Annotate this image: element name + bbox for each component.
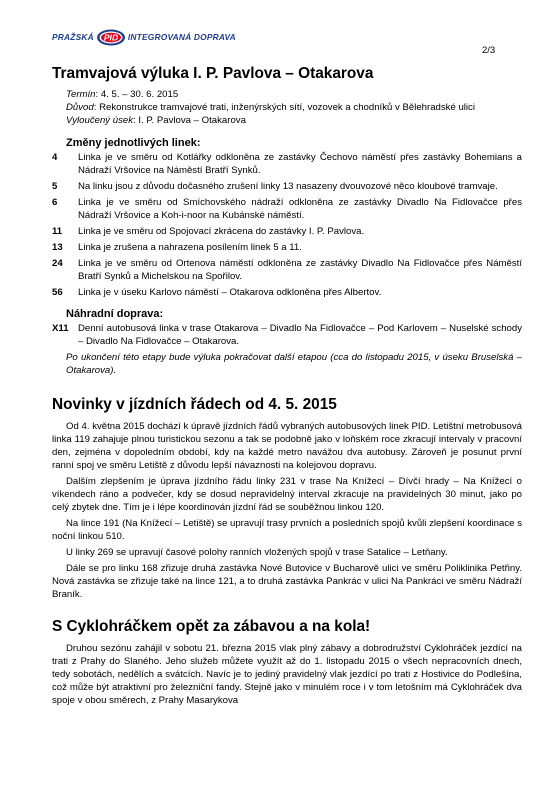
novinky-paragraph: Od 4. května 2015 dochází k úpravě jízdních řádů vybraných autobusových linek PID. Letištní metrobusová linka 119 zahajuje plnou turistickou sezonu a tak se podobně jako v loňském roce zkracují intervaly v pracovní den, zejména v dopoledním období, kdy na každé metro navážou dva autobusy. Zároveň je posunut první ranní spoj ve směru Letiště z důvodu lepší návaznosti na kolejovou dopravu. [52, 421, 522, 471]
line-number: 5 [52, 181, 58, 192]
line-changes-list [52, 151, 522, 299]
line-number: 11 [52, 226, 63, 237]
novinky-paragraph: Dále se pro linku 168 zřizuje druhá zastávka Nové Butovice v Bucharově ulici ve směru Poliklinika Petřiny. Nová zastávka se zřizuje také na lince 121, a to druhá zastávka Pankrác v ulici Na Pankráci ve směru Nádraží Braník. [52, 563, 522, 600]
line-change-text: Linka je zrušena a nahrazena posílením linek 5 a 11. [78, 242, 302, 253]
meta-termin: Termín: 4. 5. – 30. 6. 2015 [66, 89, 179, 100]
line-change-item [52, 241, 522, 254]
replacement-line-text: Denní autobusová linka v trase Otakarova – Divadlo Na Fidlovačce – Pod Karlovem – Nuselské schody – Divadlo Na Fidlovačce – Otakarova. [78, 323, 522, 347]
line-change-text: Linka je ve směru od Ortenova náměstí odkloněna ze zastávky Divadlo Na Fidlovačce přes Náměstí Bratří Synků a Michelskou na Spořilov. [78, 258, 522, 282]
novinky-paragraph: U linky 269 se upravují časové polohy ranních vložených spojů v trase Satalice – Letňany. [66, 547, 448, 558]
line-change-text: Linka je ve směru od Smíchovského nádraží odkloněna ze zastávky Divadlo Na Fidlovačce přes Nádraží Vršovice a Koh-i-noor na Kubánské náměstí. [78, 197, 522, 221]
line-number: 13 [52, 242, 63, 253]
section-title-vyluka: Tramvajová výluka I. P. Pavlova – Otakarova [52, 65, 374, 82]
pid-badge-text: PID [103, 32, 119, 43]
section-title-novinky: Novinky v jízdních řádech od 4. 5. 2015 [52, 396, 337, 413]
zmeny-heading: Změny jednotlivých linek: [66, 137, 201, 149]
line-change-text: Linka je v úseku Karlovo náměstí – Otakarova odkloněna přes Albertov. [78, 287, 382, 298]
vyluka-meta [52, 88, 522, 127]
line-change-item [52, 196, 522, 222]
line-number: 6 [52, 197, 58, 208]
section-title-cyklohracek: S Cyklohráčkem opět za zábavou a na kola! [52, 618, 371, 635]
novinky-paragraph: Na lince 191 (Na Knížecí – Letiště) se upravují trasy prvních a posledních spojů kvůli zlepšení koordinace s noční linkou 510. [52, 518, 522, 542]
meta-duvod: Důvod: Rekonstrukce tramvajové trati, inženýrských sítí, vozovek a chodníků v Bělehradské ulici [66, 102, 475, 113]
line-change-item [52, 286, 522, 299]
line-change-item [52, 257, 522, 283]
line-change-item [52, 151, 522, 177]
replacement-line-item [52, 322, 522, 348]
line-change-item [52, 225, 522, 238]
page-content [52, 64, 522, 707]
page-number: 2/3 [482, 45, 496, 56]
novinky-paragraph: Dalším zlepšením je úprava jízdního řádu linky 231 v trase Na Knížecí – Dívčí hrady – Na Knížecí o víkendech ráno a podvečer, kdy se dosud nepravidelný interval zkracuje na pravidelných 30 minut, jako po celý zbytek dne. Tím je i lépe koordinován jízdní řád se souběžnou linkou 120. [52, 476, 522, 513]
line-change-text: Linka je ve směru od Spojovací zkrácena do zastávky I. P. Pavlova. [78, 226, 365, 237]
line-change-item [52, 180, 522, 193]
line-number: X11 [52, 323, 69, 334]
vyluka-note: Po ukončení této etapy bude výluka pokračovat další etapou (cca do listopadu 2015, v úseku Bruselská – Otakarova). [66, 352, 522, 376]
line-number: 4 [52, 152, 58, 163]
line-number: 56 [52, 287, 63, 298]
line-number: 24 [52, 258, 63, 269]
pid-badge-icon [96, 29, 126, 46]
logo-text-right: INTEGROVANÁ DOPRAVA [127, 31, 236, 42]
logo-text-left: PRAŽSKÁ [52, 31, 94, 42]
pid-logo [52, 28, 236, 46]
nahradni-heading: Náhradní doprava: [66, 308, 164, 320]
cyklohracek-paragraph: Druhou sezónu zahájil v sobotu 21. března 2015 vlak plný zábavy a dobrodružství Cyklohráček jezdící na trati z Prahy do Slaného. Jeho služeb můžete využít až do 1. listopadu 2015 o všech nepracovních dnech, tedy sobotách, nedělích a svátcích. Navíc je to jediný pravidelný vlak jezdící po trati z Hostivice do Podlešína, což může být atraktivní pro železniční fandy. Stejně jako v minulém roce i v tom letošním má Cyklohráček dva spoje v obou směrech, z Prahy Masarykova [52, 643, 522, 706]
line-change-text: Na linku jsou z důvodu dočasného zrušení linky 13 nasazeny dvouvozové něco kloubové tramvaje. [78, 181, 498, 192]
line-change-text: Linka je ve směru od Kotlářky odkloněna ze zastávky Čechovo náměstí přes zastávky Bohemians a Nádraží Vršovice na Náměstí Bratří Synků. [78, 152, 522, 176]
meta-usek: Vyloučený úsek: I. P. Pavlova – Otakarova [66, 115, 246, 126]
